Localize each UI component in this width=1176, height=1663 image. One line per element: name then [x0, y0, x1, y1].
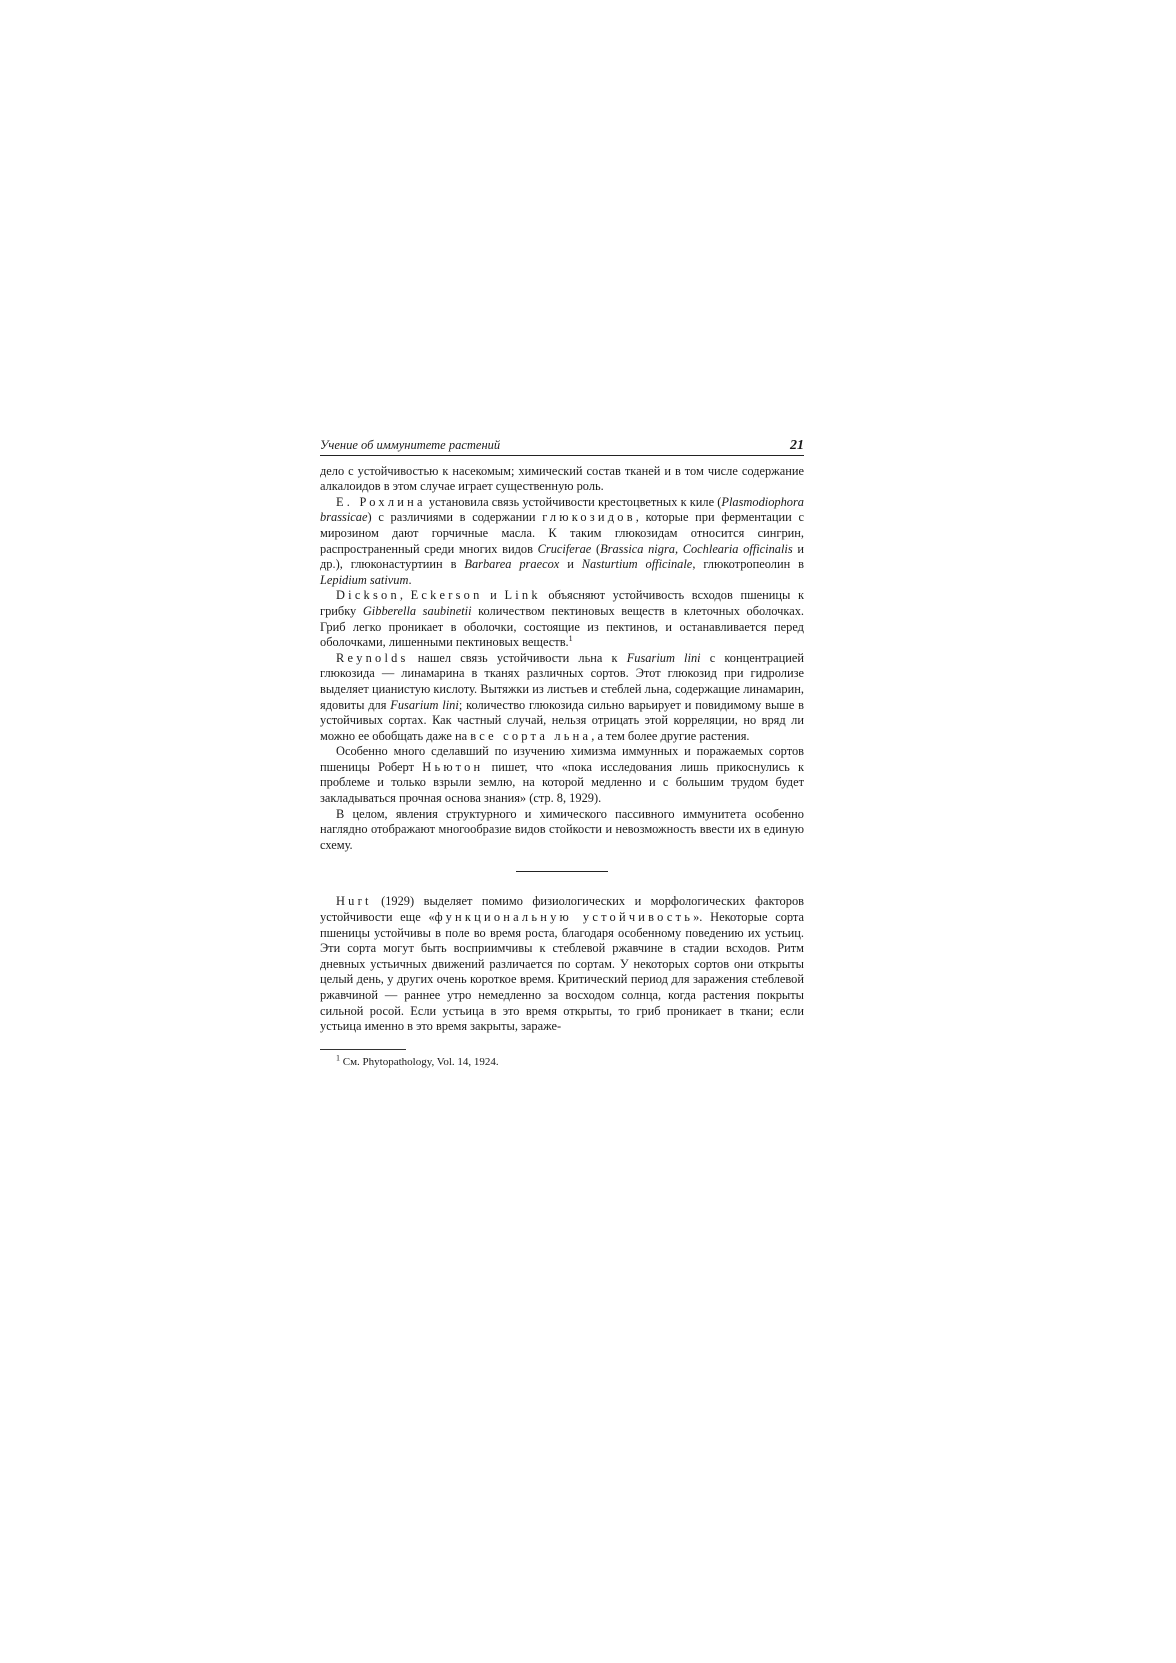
running-header — [320, 438, 804, 456]
section-separator — [516, 871, 608, 872]
paragraph-7: Hurt (1929) выделяет помимо физиологических и морфологических факторов устойчивости еще «функциональную устойчивость». Некоторые сорта пшеницы устойчивы в поле во время роста, благодаря особенному поведению их устьиц. Эти сорта могут быть восприимчивы к стеблевой ржавчине в стадии всходов. Ритм дневных устьичных движений различается по сортам. У некоторых сортов они открыты целый день, у других очень короткое время. Критический период для заражения стеблевой ржавчиной — раннее утро немедленно за восходом солнца, когда растения покрыты сильной росой. Если устьица в это время открыты, то гриб проникает в ткани; если устьица именно в это время закрыты, зараже- — [320, 894, 804, 1034]
footnote-divider — [320, 1049, 406, 1050]
running-title: Учение об иммунитете растений — [320, 438, 501, 452]
species-name: Fusarium lini — [390, 697, 459, 712]
paragraph-5: Особенно много сделавший по изучению химизма иммунных и поражаемых сортов пшеницы Роберт Ньютон пишет, что «пока исследования лишь прикоснулись к проблеме и только взрыли землю, на которой медленно и с большим трудом будет закладываться прочная основа знания» (стр. 8, 1929). — [320, 744, 804, 806]
species-name: Gibberella saubinetii — [362, 603, 472, 618]
paragraph-6: В целом, явления структурного и химического пассивного иммунитета особенно наглядно отображают многообразие видов стойкости и невозможность ввести их в единую схему. — [320, 806, 804, 852]
author-name: Dickson — [336, 588, 400, 603]
book-page — [320, 438, 804, 1069]
species-name: Plasmodiophora brassicae — [320, 494, 804, 525]
footnote — [320, 1055, 804, 1069]
footnote-text: См. Phytopathology, Vol. 14, 1924. — [340, 1055, 499, 1068]
species-name: Brassica nigra, Cochlearia officinalis — [600, 541, 793, 556]
emphasis-term: функциональную устойчивость — [434, 910, 694, 925]
paragraph-4: Reynolds нашел связь устойчивости льна к Fusarium lini с концентрацией глюкозида — линамарина в тканях различных сортов. Этот глюкозид при гидролизе выделяет цианистую кислоту. Вытяжки из листьев и стеблей льна, содержащие линамарин, ядовиты для Fusarium lini; количество глюкозида сильно варьирует и повидимому выше в устойчивых сортах. Как частный случай, нельзя отрицать этой корреляции, но вряд ли можно ее обобщать даже на все сорта льна, а тем более другие растения. — [320, 650, 805, 743]
species-name: Nasturtium officinale — [581, 557, 693, 572]
page-number: 21 — [790, 438, 804, 453]
species-name: Cruciferae — [537, 541, 592, 556]
paragraph-1: дело с устойчивостью к насекомым; химический состав тканей и в том числе содержание алкалоидов в этом случае играет существенную роль. — [320, 463, 804, 494]
emphasis-term: глюкозидов — [542, 510, 636, 525]
author-name: Ньютон — [422, 759, 484, 774]
author-name: Link — [504, 588, 541, 603]
species-name: Barbarea praecox — [464, 557, 560, 572]
author-name: Hurt — [336, 894, 372, 909]
emphasis-term: все сорта льна — [470, 728, 592, 743]
footnote-mark: 1 — [336, 1053, 340, 1063]
author-name: Reynolds — [336, 650, 409, 665]
author-name: Е. Рохлина — [336, 494, 426, 509]
footnote-reference[interactable]: 1 — [568, 634, 573, 643]
paragraph-3: Dickson, Eckerson и Link объясняют устойчивость всходов пшеницы к грибку Gibberella saubinetii количеством пектиновых веществ в клеточных оболочках. Гриб легко проникает в оболочки, состоящие из пектинов, и останавливается перед оболочками, лишенными пектиновых веществ.$^1$ — [320, 588, 805, 650]
species-name: Fusarium lini — [626, 650, 701, 665]
species-name: Lepidium sativum — [320, 572, 409, 587]
paragraph-2: Е. Рохлина установила связь устойчивости крестоцветных к киле (Plasmodiophora brassicae) с различиями в содержании глюкозидов, которые при ферментации с мирозином дают горчичные масла. К таким глюкозидам относится сингрин, распространенный среди многих видов Cruciferae (Brassica nigra, Cochlearia officinalis и др.), глюконастуртиин в Barbarea praecox и Nasturtium officinale, глюкотропеолин в Lepidium sativum. — [320, 494, 805, 587]
author-name: Eckerson — [410, 588, 483, 603]
